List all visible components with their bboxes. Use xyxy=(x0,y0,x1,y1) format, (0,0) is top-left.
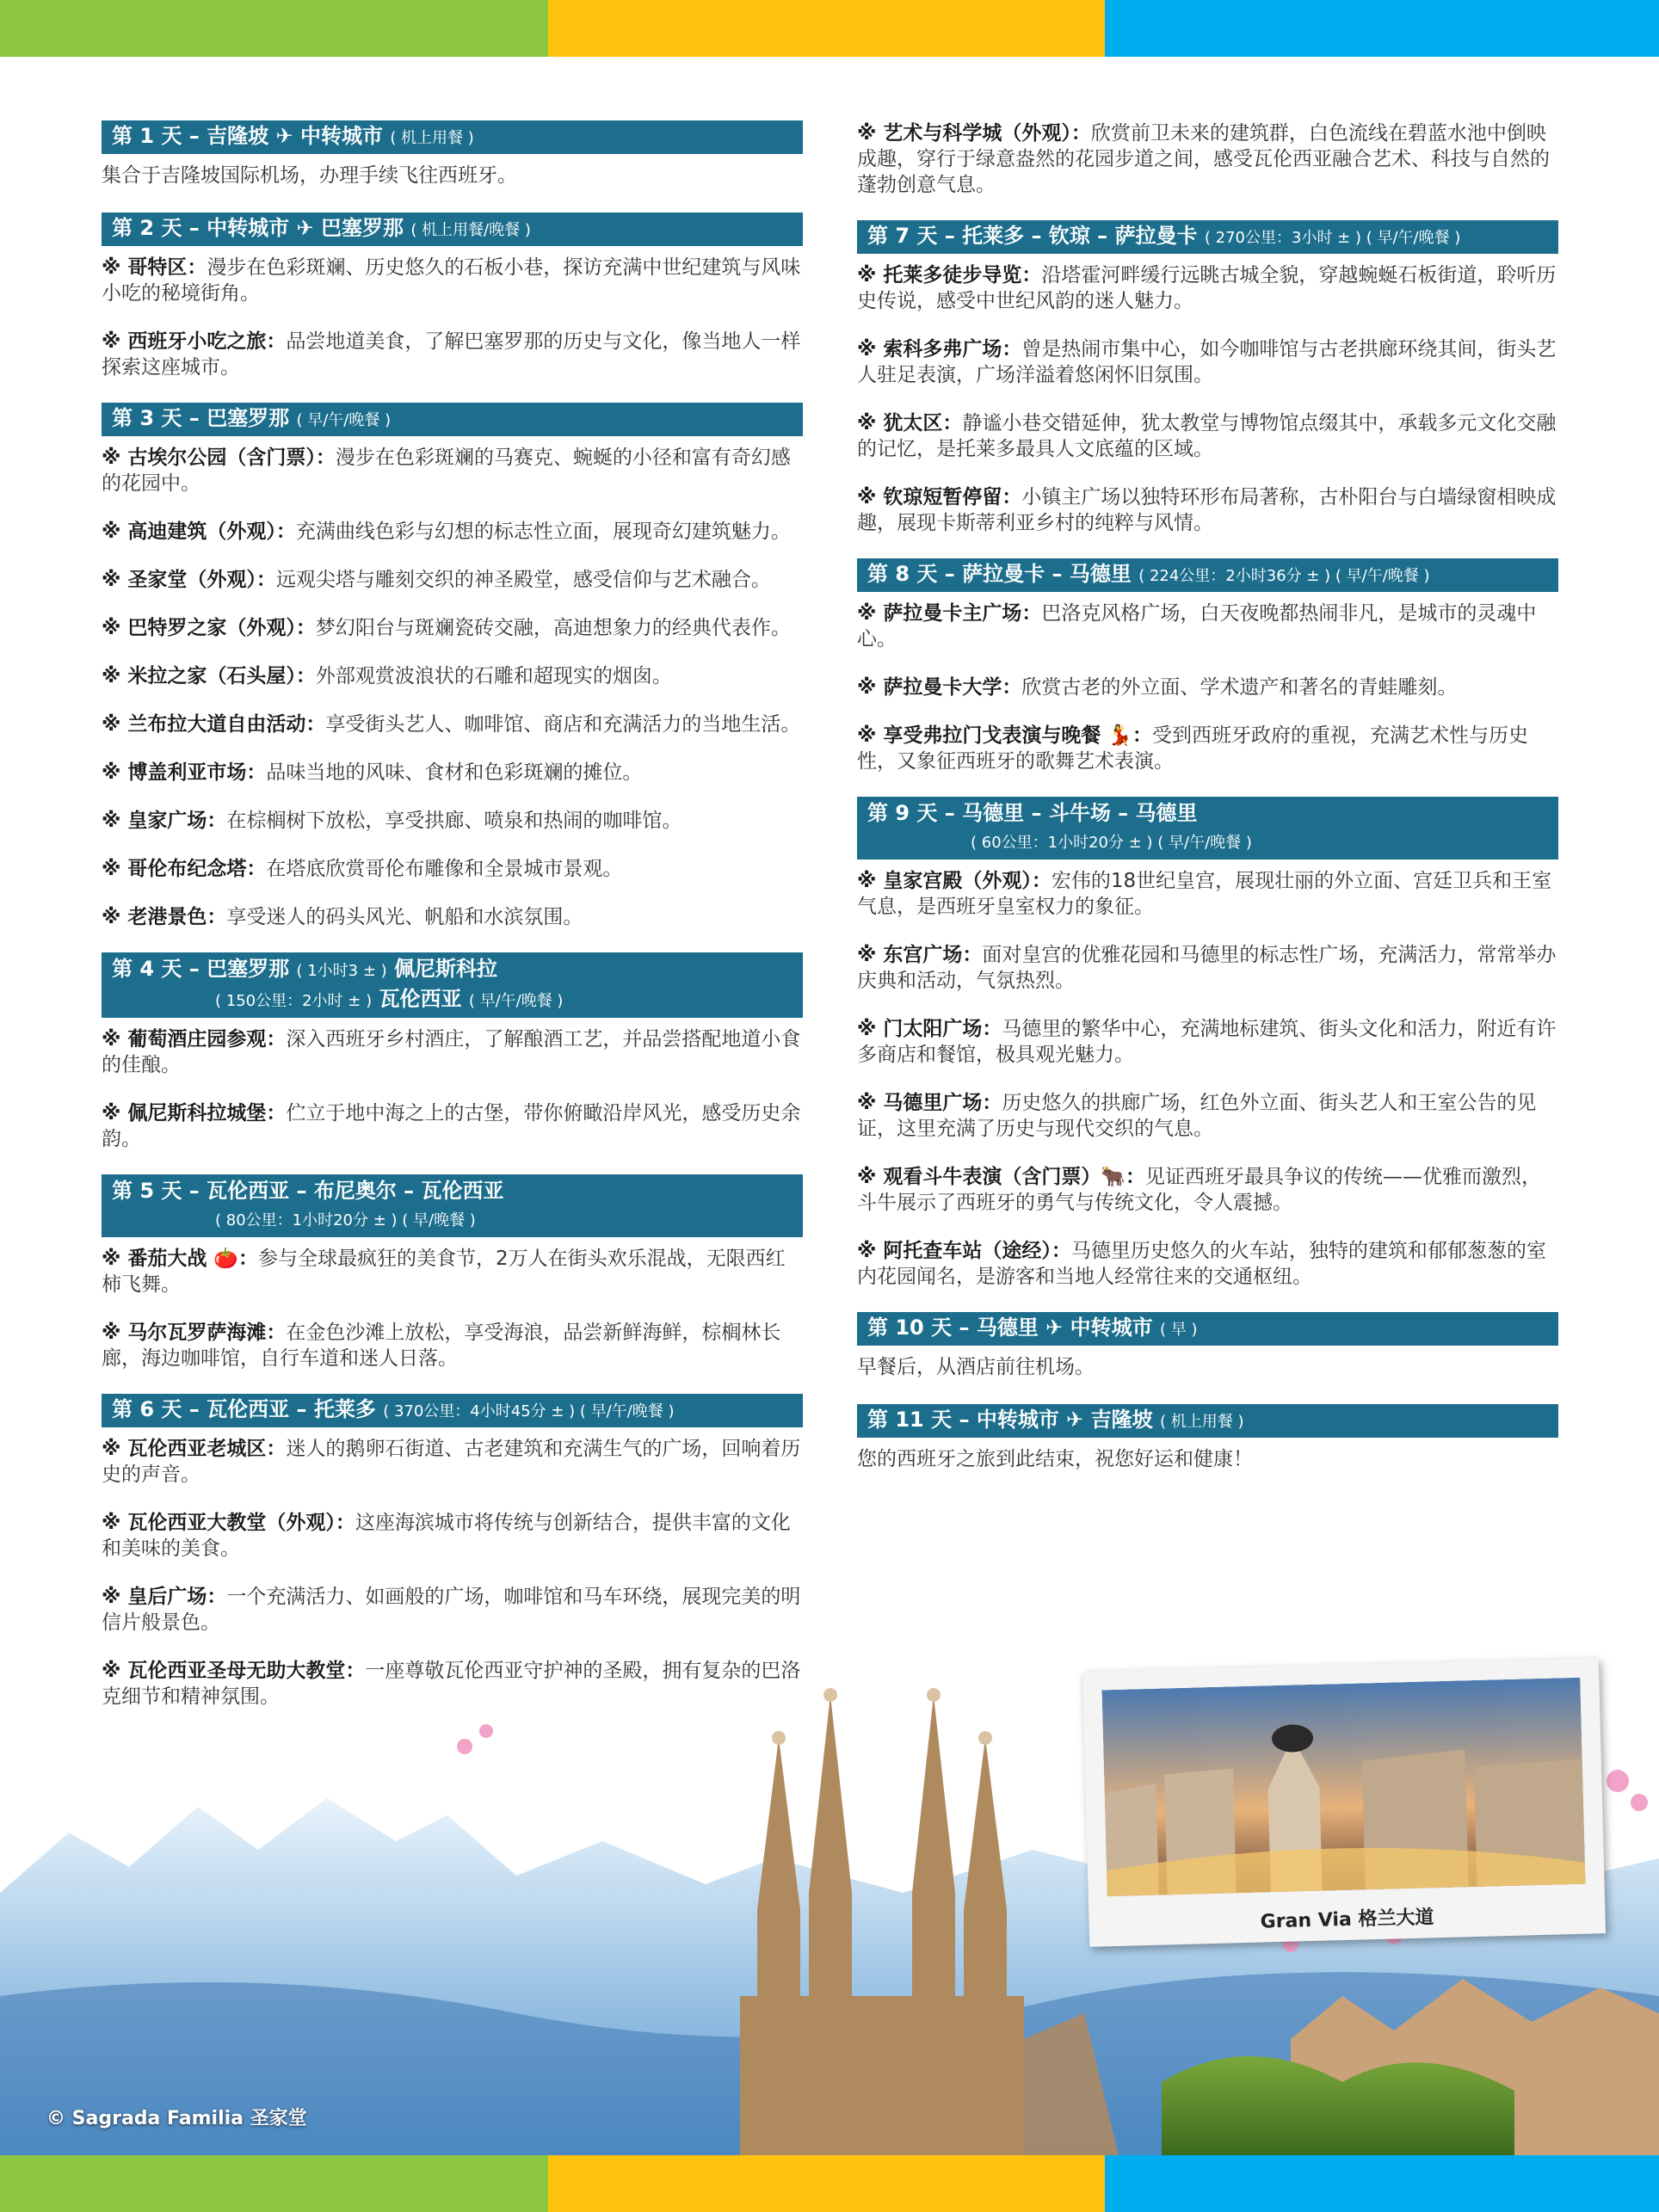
list-item: ※ 马德里广场：历史悠久的拱廊广场，红色外立面、街头艺人和王室公告的见证，这里充满了历史与现代交织的气息。 xyxy=(857,1092,1537,1140)
day-4 xyxy=(102,952,803,1152)
list-item: ※ 瓦伦西亚大教堂（外观）：这座海滨城市将传统与创新结合，提供丰富的文化和美味的美食。 xyxy=(102,1512,791,1560)
list-item: ※ 番茄大战 🍅：参与全球最疯狂的美食节，2万人在街头欢乐混战，无限西红柿飞舞。 xyxy=(102,1248,786,1296)
list-item: ※ 观看斗牛表演（含门票）🐂：见证西班牙最具争议的传统——优雅而激烈，斗牛展示了西班牙的勇气与传统文化，令人震撼。 xyxy=(857,1166,1542,1214)
bottom-color-stripe xyxy=(0,2155,1659,2212)
day-header xyxy=(857,220,1558,254)
day-header xyxy=(102,120,803,154)
day-header xyxy=(102,952,803,1018)
day-title: 第 3 天 – 巴塞罗那 xyxy=(112,406,290,430)
day-11 xyxy=(857,1404,1558,1472)
list-item: ※ 萨拉曼卡大学：欣赏古老的外立面、学术遗产和著名的青蛙雕刻。 xyxy=(857,676,1458,699)
day-2 xyxy=(102,213,803,380)
list-item: ※ 享受弗拉门戈表演与晚餐 💃：受到西班牙政府的重视，充满艺术性与历史性，又象征西班牙的歌舞艺术表演。 xyxy=(857,724,1529,773)
top-color-stripe xyxy=(0,0,1659,57)
list-item: ※ 圣家堂（外观）：远观尖塔与雕刻交织的神圣殿堂，感受信仰与艺术融合。 xyxy=(102,569,771,591)
itinerary-left-column xyxy=(102,120,803,1732)
meal-info: ( 早 ) xyxy=(1160,1321,1198,1339)
list-item: ※ 老港景色：享受迷人的码头风光、帆船和水滨氛围。 xyxy=(102,906,583,928)
day-6-continued xyxy=(857,120,1558,198)
list-item: ※ 阿托查车站（途经）：马德里历史悠久的火车站，独特的建筑和郁郁葱葱的室内花园闻名，是游客和当地人经常往来的交通枢纽。 xyxy=(857,1240,1546,1288)
list-item: ※ 古埃尔公园（含门票）：漫步在色彩斑斓的马赛克、蜿蜒的小径和富有奇幻感的花园中。 xyxy=(102,447,791,495)
list-item: ※ 皇家宫殿（外观）：宏伟的18世纪皇宫，展现壮丽的外立面、宫廷卫兵和王室气息，是西班牙皇室权力的象征。 xyxy=(857,870,1552,918)
list-item: ※ 瓦伦西亚老城区：迷人的鹅卵石街道、古老建筑和充满生气的广场，回响着历史的声音。 xyxy=(102,1438,801,1486)
image-credit: © Sagrada Familia 圣家堂 xyxy=(46,2108,307,2129)
list-item: ※ 托莱多徒步导览：沿塔霍河畔缓行远眺古城全貌，穿越蜿蜒石板街道，聆听历史传说，感受中世纪风韵的迷人魅力。 xyxy=(857,264,1557,312)
day-title: 第 9 天 – 马德里 – 斗牛场 – 马德里 xyxy=(867,801,1198,825)
list-item: ※ 东宫广场：面对皇宫的优雅花园和马德里的标志性广场，充满活力，常常举办庆典和活动，气氛热烈。 xyxy=(857,944,1557,992)
list-item: ※ 葡萄酒庄园参观：深入西班牙乡村酒庄，了解酿酒工艺，并品尝搭配地道小食的佳酿。 xyxy=(102,1028,801,1076)
day-title: 第 11 天 – 中转城市 ✈ 吉隆坡 xyxy=(867,1408,1153,1432)
day-title: 第 2 天 – 中转城市 ✈ 巴塞罗那 xyxy=(112,216,404,240)
day-9 xyxy=(857,797,1558,1290)
day-8 xyxy=(857,558,1558,774)
list-item: ※ 哥特区：漫步在色彩斑斓、历史悠久的石板小巷，探访充满中世纪建筑与风味小吃的秘境街角。 xyxy=(102,256,801,305)
day-title: 第 10 天 – 马德里 ✈ 中转城市 xyxy=(867,1315,1153,1340)
list-item: ※ 门太阳广场：马德里的繁华中心，充满地标建筑、街头文化和活力，附近有许多商店和餐馆，极具观光魅力。 xyxy=(857,1018,1557,1066)
list-item: ※ 萨拉曼卡主广场：巴洛克风格广场，白天夜晚都热闹非凡，是城市的灵魂中心。 xyxy=(857,602,1537,650)
travel-meal-info: ( 60公里：1小时20分 ± ) ( 早/午/晚餐 ) xyxy=(971,834,1252,852)
list-item: ※ 兰布拉大道自由活动：享受街头艺人、咖啡馆、商店和充满活力的当地生活。 xyxy=(102,713,801,736)
day-7 xyxy=(857,220,1558,536)
travel-info: ( 1小时3 ± ) xyxy=(296,962,387,980)
itinerary-right-column xyxy=(857,120,1558,1496)
day-1 xyxy=(102,120,803,188)
list-item: ※ 佩尼斯科拉城堡：伫立于地中海之上的古堡，带你俯瞰沿岸风光，感受历史余韵。 xyxy=(102,1102,801,1150)
list-item: ※ 钦琼短暂停留：小镇主广场以独特环形布局著称，古朴阳台与白墙绿窗相映成趣，展现卡斯蒂利亚乡村的纯粹与风情。 xyxy=(857,486,1557,534)
day-3 xyxy=(102,403,803,930)
gran-via-photo xyxy=(1101,1678,1585,1896)
list-item: ※ 艺术与科学城（外观）：欣赏前卫未来的建筑群，白色流线在碧蓝水池中倒映成趣，穿行于绿意盎然的花园步道之间，感受瓦伦西亚融合艺术、科技与自然的蓬勃创意气息。 xyxy=(857,122,1550,196)
list-item: ※ 犹太区：静谧小巷交错延伸，犹太教堂与博物馆点缀其中，承载多元文化交融的记忆，是托莱多最具人文底蕴的区域。 xyxy=(857,412,1557,460)
day-title-destination: 瓦伦西亚 xyxy=(379,987,462,1011)
day-title: 第 5 天 – 瓦伦西亚 – 布尼奥尔 – 瓦伦西亚 xyxy=(112,1179,504,1203)
list-item: ※ 瓦伦西亚圣母无助大教堂：一座尊敬瓦伦西亚守护神的圣殿，拥有复杂的巴洛克细节和精神氛围。 xyxy=(102,1660,801,1708)
travel-meal-info: ( 80公里：1小时20分 ± ) ( 早/晚餐 ) xyxy=(215,1211,476,1229)
day-header xyxy=(857,558,1558,592)
day-header xyxy=(102,403,803,436)
day-header xyxy=(857,1312,1558,1346)
list-item: ※ 巴特罗之家（外观）：梦幻阳台与斑斓瓷砖交融，高迪想象力的经典代表作。 xyxy=(102,617,791,639)
gran-via-photo-card xyxy=(1082,1658,1606,1947)
list-item: ※ 高迪建筑（外观）：充满曲线色彩与幻想的标志性立面，展现奇幻建筑魅力。 xyxy=(102,521,791,543)
list-item: ※ 西班牙小吃之旅：品尝地道美食，了解巴塞罗那的历史与文化，像当地人一样探索这座城市。 xyxy=(102,330,801,379)
day-header xyxy=(102,1174,803,1237)
list-item: ※ 哥伦布纪念塔：在塔底欣赏哥伦布雕像和全景城市景观。 xyxy=(102,858,623,880)
travel-meal-info: ( 224公里：2小时36分 ± ) ( 早/午/晚餐 ) xyxy=(1138,567,1430,585)
meal-info: ( 机上用餐 ) xyxy=(1160,1413,1244,1431)
photo-caption: Gran Via 格兰大道 xyxy=(1260,1907,1434,1933)
day-6 xyxy=(102,1394,803,1710)
list-item: ※ 皇后广场：一个充满活力、如画般的广场，咖啡馆和马车环绕，展现完美的明信片般景色。 xyxy=(102,1586,801,1634)
day-title: 第 1 天 – 吉隆坡 ✈ 中转城市 xyxy=(112,124,383,148)
day-title: 第 8 天 – 萨拉曼卡 – 马德里 xyxy=(867,562,1132,586)
travel-info: ( 150公里：2小时 ± ) xyxy=(215,992,373,1010)
day-header xyxy=(102,1394,803,1427)
day-text: 早餐后，从酒店前往机场。 xyxy=(857,1356,1095,1378)
day-text: 集合于吉隆坡国际机场，办理手续飞往西班牙。 xyxy=(102,164,517,187)
day-header xyxy=(857,797,1558,860)
travel-meal-info: ( 270公里：3小时 ± ) ( 早/午/晚餐 ) xyxy=(1204,229,1461,247)
travel-meal-info: ( 370公里：4小时45分 ± ) ( 早/午/晚餐 ) xyxy=(383,1402,675,1420)
list-item: ※ 索科多弗广场：曾是热闹市集中心，如今咖啡馆与古老拱廊环绕其间，街头艺人驻足表演，广场洋溢着悠闲怀旧氛围。 xyxy=(857,338,1557,386)
day-5 xyxy=(102,1174,803,1371)
list-item: ※ 马尔瓦罗萨海滩：在金色沙滩上放松，享受海浪，品尝新鲜海鲜，棕榈林长廊，海边咖啡馆，自行车道和迷人日落。 xyxy=(102,1322,781,1370)
day-title: 第 7 天 – 托莱多 – 钦琼 – 萨拉曼卡 xyxy=(867,224,1198,248)
meal-info: ( 机上用餐/晚餐 ) xyxy=(410,221,531,239)
day-title-destination: 佩尼斯科拉 xyxy=(394,957,498,981)
day-10 xyxy=(857,1312,1558,1380)
day-title: 第 4 天 – 巴塞罗那 xyxy=(112,957,290,981)
meal-info: ( 早/午/晚餐 ) xyxy=(296,411,392,429)
meal-info: ( 机上用餐 ) xyxy=(390,129,474,147)
list-item: ※ 皇家广场：在棕榈树下放松，享受拱廊、喷泉和热闹的咖啡馆。 xyxy=(102,810,682,832)
list-item: ※ 米拉之家（石头屋）：外部观赏波浪状的石雕和超现实的烟囱。 xyxy=(102,665,672,687)
day-header xyxy=(857,1404,1558,1438)
list-item: ※ 博盖利亚市场：品味当地的风味、食材和色彩斑斓的摊位。 xyxy=(102,761,643,784)
day-header xyxy=(102,213,803,246)
day-text: 您的西班牙之旅到此结束，祝您好运和健康！ xyxy=(857,1448,1253,1470)
meal-info: ( 早/午/晚餐 ) xyxy=(468,992,564,1010)
day-title: 第 6 天 – 瓦伦西亚 – 托莱多 xyxy=(112,1397,376,1421)
